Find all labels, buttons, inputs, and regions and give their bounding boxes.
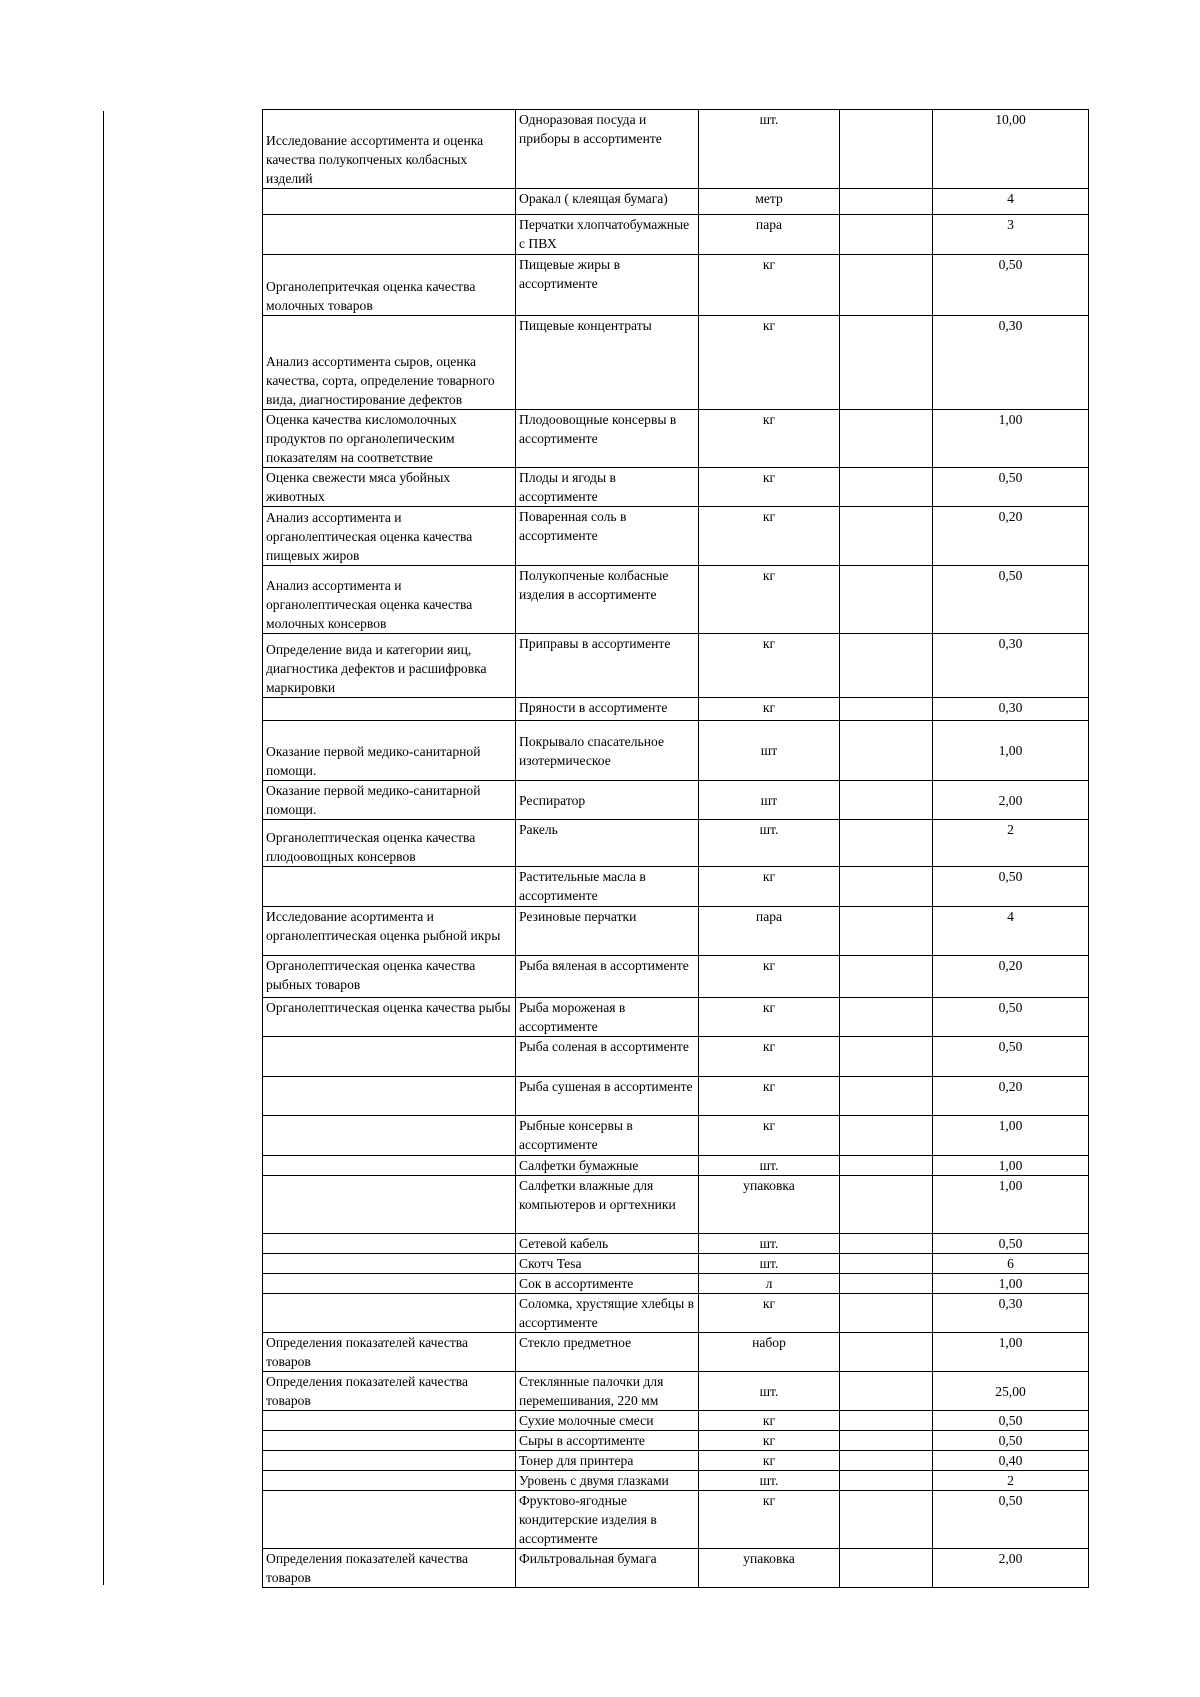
- extra-cell: [840, 1451, 933, 1471]
- purpose-cell: [263, 1176, 516, 1234]
- extra-cell: [840, 698, 933, 721]
- unit-cell: упаковка: [699, 1549, 840, 1588]
- table-row: [263, 1234, 1089, 1254]
- extra-cell: [840, 316, 933, 410]
- extra-cell: [840, 1156, 933, 1176]
- quantity-cell: 0,40: [933, 1451, 1089, 1471]
- table-row: [263, 110, 1089, 189]
- extra-cell: [840, 1372, 933, 1411]
- unit-cell: кг: [699, 1037, 840, 1077]
- unit-cell: шт: [699, 721, 840, 781]
- unit-cell: кг: [699, 998, 840, 1037]
- table-row: [263, 1294, 1089, 1333]
- quantity-cell: 2: [933, 1471, 1089, 1491]
- quantity-cell: 4: [933, 907, 1089, 956]
- quantity-cell: 0,50: [933, 998, 1089, 1037]
- quantity-cell: 1,00: [933, 1333, 1089, 1372]
- supplies-table: [262, 109, 1089, 1588]
- item-cell: Рыбные консервы в ассортименте: [516, 1116, 699, 1156]
- extra-cell: [840, 998, 933, 1037]
- table-row: [263, 1116, 1089, 1156]
- extra-cell: [840, 410, 933, 468]
- purpose-cell: [263, 1431, 516, 1451]
- quantity-cell: 4: [933, 189, 1089, 215]
- quantity-cell: 0,30: [933, 1294, 1089, 1333]
- item-cell: Респиратор: [516, 781, 699, 820]
- purpose-cell: [263, 1491, 516, 1549]
- item-cell: Фруктово-ягодные кондитерские изделия в ассортименте: [516, 1491, 699, 1549]
- unit-cell: набор: [699, 1333, 840, 1372]
- unit-cell: кг: [699, 507, 840, 566]
- unit-cell: кг: [699, 1491, 840, 1549]
- item-cell: Ракель: [516, 820, 699, 867]
- item-cell: Перчатки хлопчатобумажные с ПВХ: [516, 215, 699, 255]
- unit-cell: кг: [699, 867, 840, 907]
- extra-cell: [840, 468, 933, 507]
- quantity-cell: 0,30: [933, 634, 1089, 698]
- purpose-cell: Анализ ассортимента сыров, оценка качества, сорта, определение товарного вида, диагностирование дефектов: [263, 316, 516, 410]
- extra-cell: [840, 110, 933, 189]
- table-row: [263, 698, 1089, 721]
- unit-cell: шт.: [699, 110, 840, 189]
- item-cell: Сетевой кабель: [516, 1234, 699, 1254]
- extra-cell: [840, 1294, 933, 1333]
- item-cell: Одноразовая посуда и приборы в ассортименте: [516, 110, 699, 189]
- unit-cell: кг: [699, 410, 840, 468]
- unit-cell: метр: [699, 189, 840, 215]
- item-cell: Приправы в ассортименте: [516, 634, 699, 698]
- extra-cell: [840, 1254, 933, 1274]
- quantity-cell: 0,20: [933, 507, 1089, 566]
- purpose-cell: Определение вида и категории яиц, диагностика дефектов и расшифровка маркировки: [263, 634, 516, 698]
- table-row: [263, 1431, 1089, 1451]
- quantity-cell: 0,30: [933, 316, 1089, 410]
- extra-cell: [840, 956, 933, 998]
- table-row: [263, 1037, 1089, 1077]
- quantity-cell: 0,50: [933, 255, 1089, 316]
- table-row: [263, 998, 1089, 1037]
- unit-cell: л: [699, 1274, 840, 1294]
- table-row: [263, 1274, 1089, 1294]
- unit-cell: шт.: [699, 1254, 840, 1274]
- quantity-cell: 1,00: [933, 410, 1089, 468]
- table-row: [263, 215, 1089, 255]
- item-cell: Резиновые перчатки: [516, 907, 699, 956]
- item-cell: Поваренная соль в ассортименте: [516, 507, 699, 566]
- page-margin-rule: [103, 111, 104, 1585]
- extra-cell: [840, 1037, 933, 1077]
- purpose-cell: [263, 1037, 516, 1077]
- item-cell: Стеклянные палочки для перемешивания, 220 мм: [516, 1372, 699, 1411]
- item-cell: Покрывало спасательное изотермическое: [516, 721, 699, 781]
- quantity-cell: 6: [933, 1254, 1089, 1274]
- purpose-cell: [263, 1451, 516, 1471]
- unit-cell: пара: [699, 215, 840, 255]
- purpose-cell: [263, 698, 516, 721]
- unit-cell: кг: [699, 468, 840, 507]
- purpose-cell: Анализ ассортимента и органолептическая оценка качества пищевых жиров: [263, 507, 516, 566]
- quantity-cell: 0,50: [933, 1431, 1089, 1451]
- quantity-cell: 3: [933, 215, 1089, 255]
- purpose-cell: Органолептическая оценка качества рыбы: [263, 998, 516, 1037]
- purpose-cell: [263, 215, 516, 255]
- unit-cell: кг: [699, 1077, 840, 1116]
- item-cell: Соломка, хрустящие хлебцы в ассортименте: [516, 1294, 699, 1333]
- purpose-cell: [263, 1411, 516, 1431]
- unit-cell: кг: [699, 698, 840, 721]
- unit-cell: пара: [699, 907, 840, 956]
- quantity-cell: 2: [933, 820, 1089, 867]
- item-cell: Оракал ( клеящая бумага): [516, 189, 699, 215]
- extra-cell: [840, 1431, 933, 1451]
- unit-cell: кг: [699, 566, 840, 634]
- unit-cell: шт.: [699, 1372, 840, 1411]
- extra-cell: [840, 907, 933, 956]
- purpose-cell: Органолепритечкая оценка качества молочных товаров: [263, 255, 516, 316]
- extra-cell: [840, 721, 933, 781]
- quantity-cell: 0,50: [933, 468, 1089, 507]
- table-row: [263, 1491, 1089, 1549]
- purpose-cell: Оказание первой медико-санитарной помощи.: [263, 721, 516, 781]
- table-row: [263, 1411, 1089, 1431]
- purpose-cell: [263, 867, 516, 907]
- extra-cell: [840, 820, 933, 867]
- quantity-cell: 1,00: [933, 1116, 1089, 1156]
- table-row: [263, 468, 1089, 507]
- purpose-cell: Исследование асортимента и органолептическая оценка рыбной икры: [263, 907, 516, 956]
- purpose-cell: [263, 1116, 516, 1156]
- extra-cell: [840, 566, 933, 634]
- unit-cell: кг: [699, 1451, 840, 1471]
- quantity-cell: 0,20: [933, 1077, 1089, 1116]
- item-cell: Пряности в ассортименте: [516, 698, 699, 721]
- table-row: [263, 781, 1089, 820]
- quantity-cell: 0,50: [933, 566, 1089, 634]
- table-row: [263, 1176, 1089, 1234]
- purpose-cell: [263, 189, 516, 215]
- table-row: [263, 634, 1089, 698]
- quantity-cell: 2,00: [933, 781, 1089, 820]
- extra-cell: [840, 1176, 933, 1234]
- purpose-cell: Оценка свежести мяса убойных животных: [263, 468, 516, 507]
- purpose-cell: Анализ ассортимента и органолептическая оценка качества молочных консервов: [263, 566, 516, 634]
- supplies-table-body: [263, 110, 1089, 1588]
- unit-cell: кг: [699, 1294, 840, 1333]
- purpose-cell: Определения показателей качества товаров: [263, 1333, 516, 1372]
- quantity-cell: 1,00: [933, 1176, 1089, 1234]
- item-cell: Салфетки бумажные: [516, 1156, 699, 1176]
- quantity-cell: 10,00: [933, 110, 1089, 189]
- item-cell: Рыба вяленая в ассортименте: [516, 956, 699, 998]
- extra-cell: [840, 1411, 933, 1431]
- purpose-cell: [263, 1077, 516, 1116]
- extra-cell: [840, 781, 933, 820]
- unit-cell: кг: [699, 316, 840, 410]
- purpose-cell: [263, 1274, 516, 1294]
- quantity-cell: 0,20: [933, 956, 1089, 998]
- table-row: [263, 410, 1089, 468]
- unit-cell: шт.: [699, 1471, 840, 1491]
- extra-cell: [840, 215, 933, 255]
- extra-cell: [840, 255, 933, 316]
- extra-cell: [840, 1549, 933, 1588]
- table-row: [263, 566, 1089, 634]
- purpose-cell: Органолептическая оценка качества рыбных товаров: [263, 956, 516, 998]
- unit-cell: кг: [699, 1431, 840, 1451]
- purpose-cell: Определения показателей качества товаров: [263, 1549, 516, 1588]
- quantity-cell: 0,50: [933, 1037, 1089, 1077]
- table-row: [263, 1372, 1089, 1411]
- table-row: [263, 507, 1089, 566]
- table-row: [263, 867, 1089, 907]
- quantity-cell: 1,00: [933, 1156, 1089, 1176]
- extra-cell: [840, 1333, 933, 1372]
- table-row: [263, 1254, 1089, 1274]
- quantity-cell: 0,30: [933, 698, 1089, 721]
- unit-cell: упаковка: [699, 1176, 840, 1234]
- extra-cell: [840, 1077, 933, 1116]
- unit-cell: кг: [699, 1116, 840, 1156]
- purpose-cell: [263, 1471, 516, 1491]
- unit-cell: шт.: [699, 1156, 840, 1176]
- item-cell: Стекло предметное: [516, 1333, 699, 1372]
- item-cell: Уровень с двумя глазками: [516, 1471, 699, 1491]
- item-cell: Рыба сушеная в ассортименте: [516, 1077, 699, 1116]
- extra-cell: [840, 1274, 933, 1294]
- unit-cell: шт.: [699, 1234, 840, 1254]
- purpose-cell: [263, 1156, 516, 1176]
- item-cell: Пищевые концентраты: [516, 316, 699, 410]
- purpose-cell: [263, 1254, 516, 1274]
- purpose-cell: Оказание первой медико-санитарной помощи.: [263, 781, 516, 820]
- item-cell: Плодоовощные консервы в ассортименте: [516, 410, 699, 468]
- purpose-cell: [263, 1234, 516, 1254]
- quantity-cell: 25,00: [933, 1372, 1089, 1411]
- extra-cell: [840, 1491, 933, 1549]
- item-cell: Полукопченые колбасные изделия в ассортименте: [516, 566, 699, 634]
- table-row: [263, 820, 1089, 867]
- quantity-cell: 0,50: [933, 1491, 1089, 1549]
- item-cell: Салфетки влажные для компьютеров и оргтехники: [516, 1176, 699, 1234]
- extra-cell: [840, 507, 933, 566]
- extra-cell: [840, 1116, 933, 1156]
- table-row: [263, 1549, 1089, 1588]
- purpose-cell: Исследование ассортимента и оценка качества полукопченых колбасных изделий: [263, 110, 516, 189]
- table-row: [263, 1451, 1089, 1471]
- unit-cell: кг: [699, 956, 840, 998]
- unit-cell: кг: [699, 1411, 840, 1431]
- item-cell: Фильтровальная бумага: [516, 1549, 699, 1588]
- table-row: [263, 189, 1089, 215]
- extra-cell: [840, 189, 933, 215]
- item-cell: Сок в ассортименте: [516, 1274, 699, 1294]
- unit-cell: шт.: [699, 820, 840, 867]
- unit-cell: кг: [699, 255, 840, 316]
- extra-cell: [840, 867, 933, 907]
- extra-cell: [840, 634, 933, 698]
- quantity-cell: 1,00: [933, 721, 1089, 781]
- unit-cell: шт: [699, 781, 840, 820]
- item-cell: Пищевые жиры в ассортименте: [516, 255, 699, 316]
- purpose-cell: Определения показателей качества товаров: [263, 1372, 516, 1411]
- quantity-cell: 0,50: [933, 1234, 1089, 1254]
- table-row: [263, 1077, 1089, 1116]
- item-cell: Рыба мороженая в ассортименте: [516, 998, 699, 1037]
- item-cell: Рыба соленая в ассортименте: [516, 1037, 699, 1077]
- table-row: [263, 956, 1089, 998]
- quantity-cell: 0,50: [933, 867, 1089, 907]
- table-row: [263, 316, 1089, 410]
- item-cell: Скотч Tesa: [516, 1254, 699, 1274]
- item-cell: Сыры в ассортименте: [516, 1431, 699, 1451]
- table-row: [263, 1471, 1089, 1491]
- table-row: [263, 907, 1089, 956]
- purpose-cell: Оценка качества кисломолочных продуктов по органолепическим показателям на соответствие: [263, 410, 516, 468]
- unit-cell: кг: [699, 634, 840, 698]
- quantity-cell: 0,50: [933, 1411, 1089, 1431]
- table-row: [263, 1156, 1089, 1176]
- purpose-cell: [263, 1294, 516, 1333]
- item-cell: Растительные масла в ассортименте: [516, 867, 699, 907]
- extra-cell: [840, 1234, 933, 1254]
- item-cell: Плоды и ягоды в ассортименте: [516, 468, 699, 507]
- item-cell: Тонер для принтера: [516, 1451, 699, 1471]
- table-row: [263, 721, 1089, 781]
- table-row: [263, 1333, 1089, 1372]
- purpose-cell: Органолептическая оценка качества плодоовощных консервов: [263, 820, 516, 867]
- table-row: [263, 255, 1089, 316]
- extra-cell: [840, 1471, 933, 1491]
- item-cell: Сухие молочные смеси: [516, 1411, 699, 1431]
- quantity-cell: 2,00: [933, 1549, 1089, 1588]
- quantity-cell: 1,00: [933, 1274, 1089, 1294]
